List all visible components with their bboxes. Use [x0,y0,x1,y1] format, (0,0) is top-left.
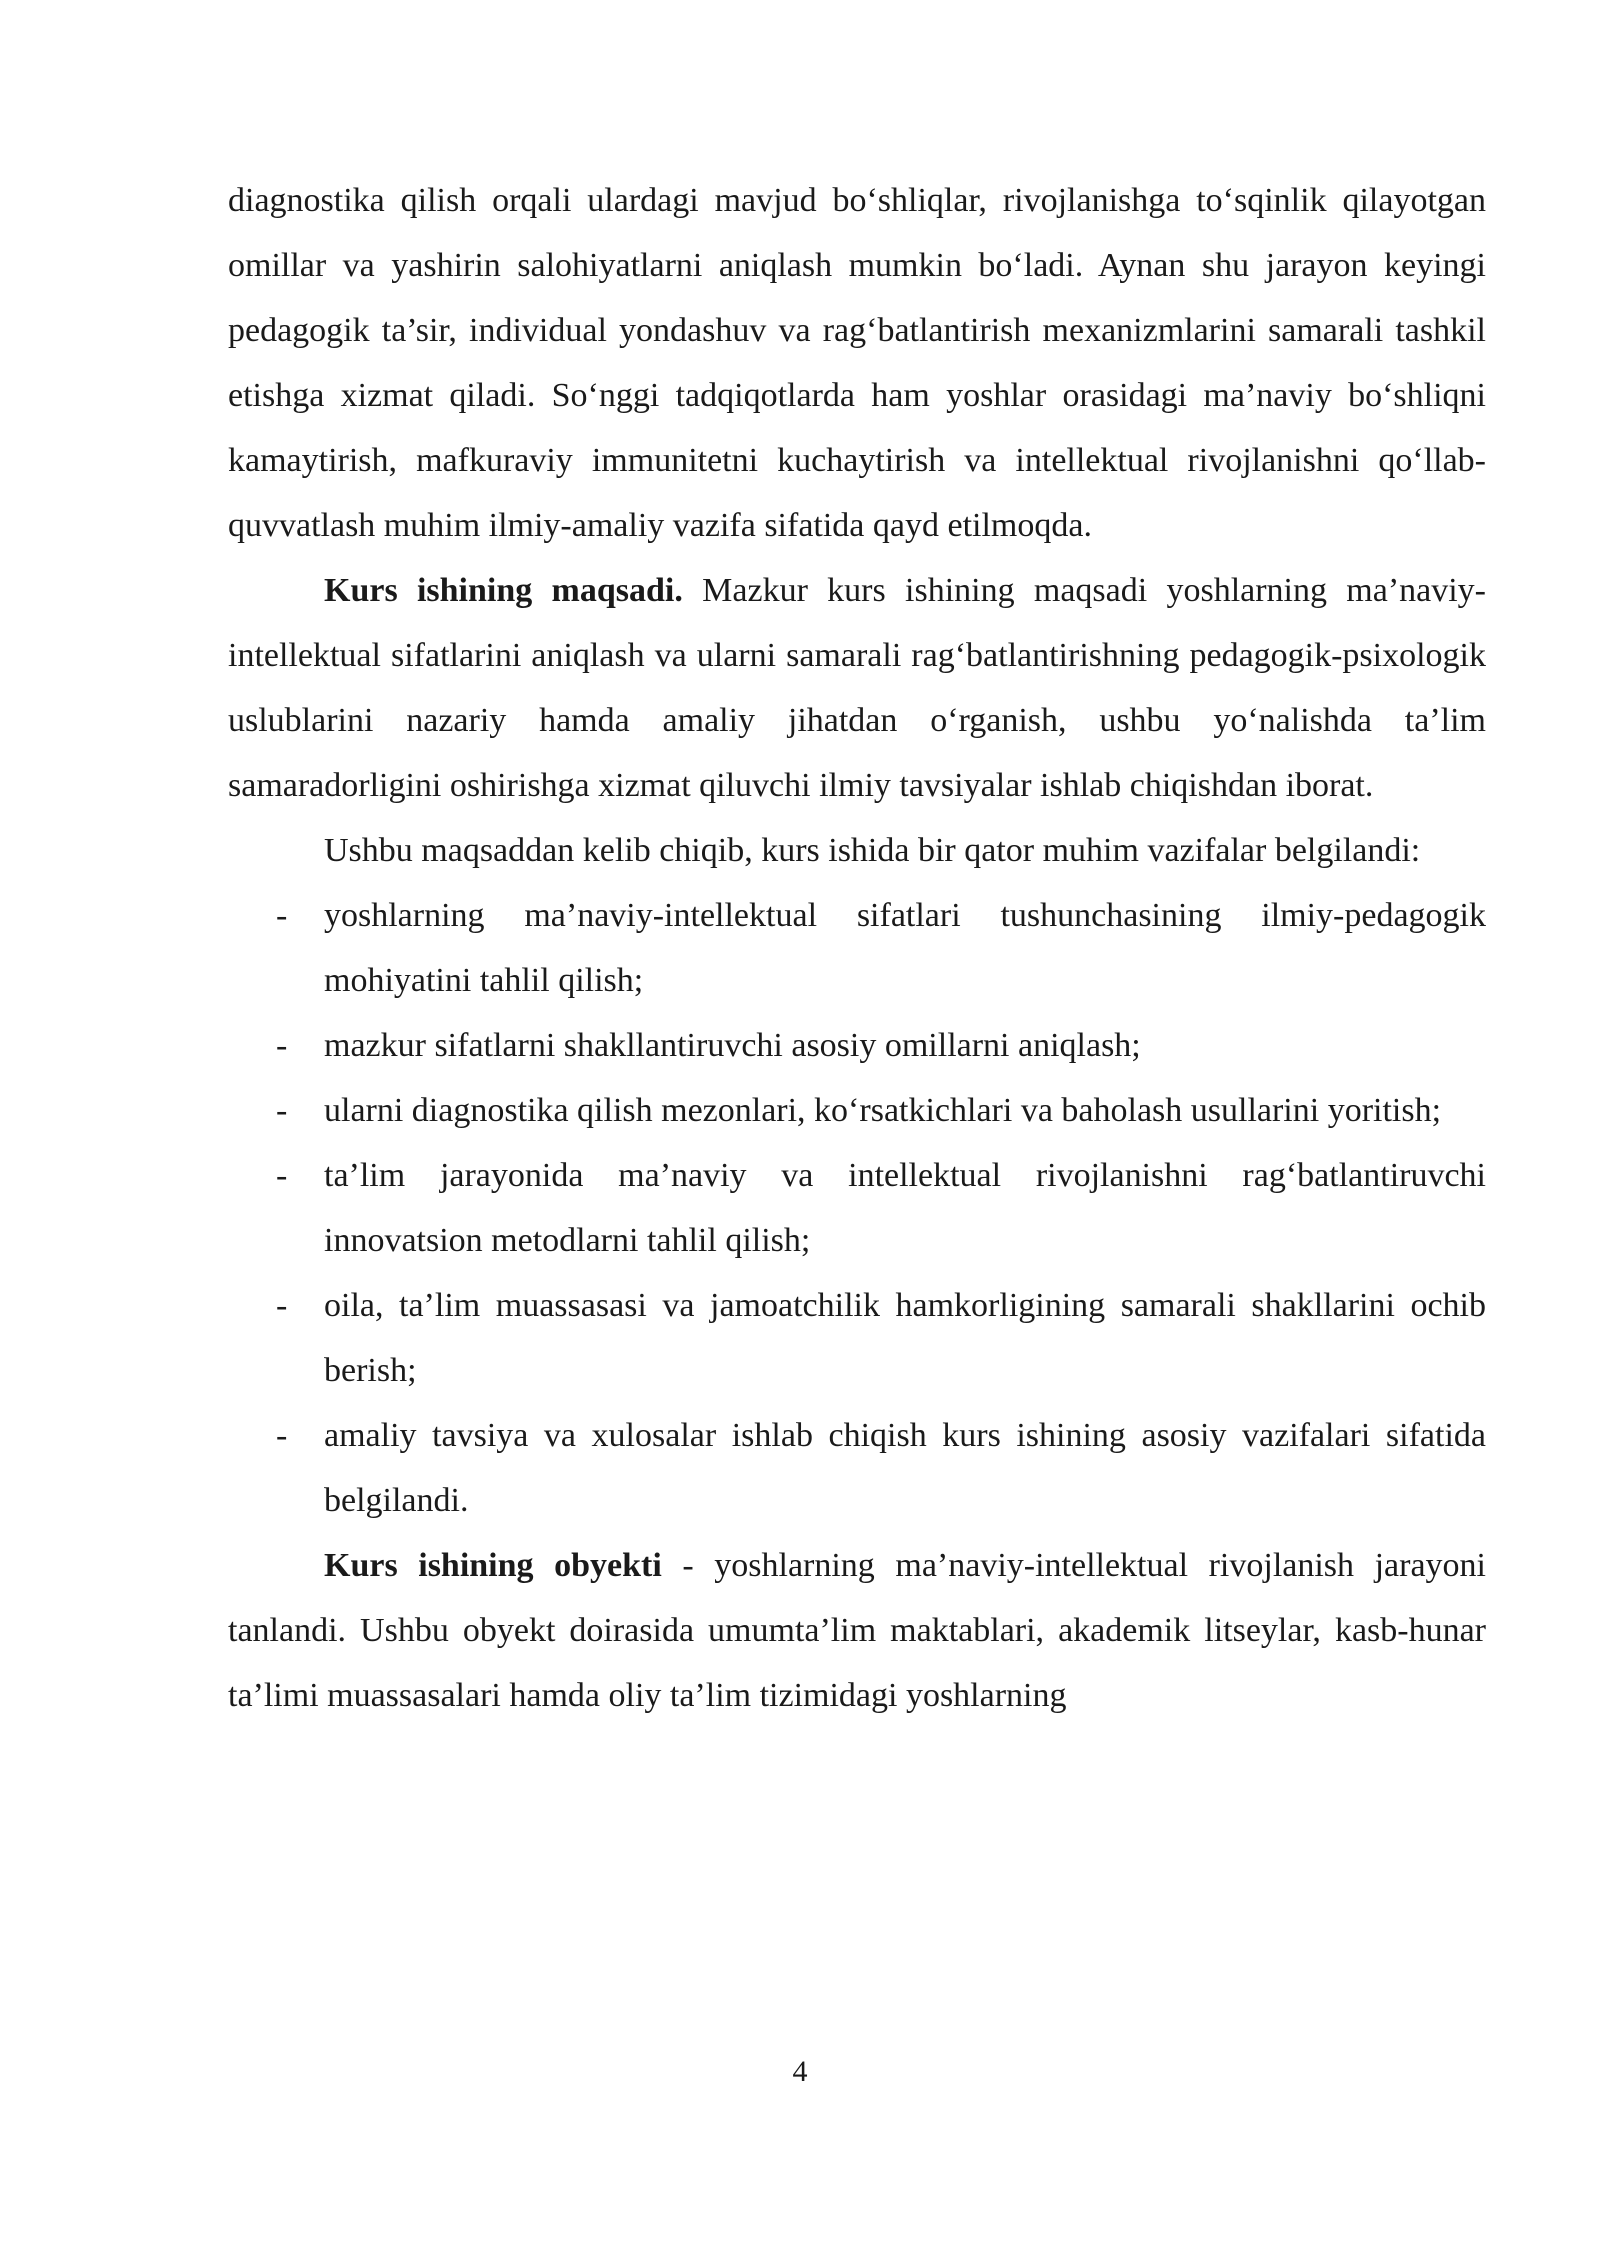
list-item-text: ularni diagnostika qilish mezonlari, ko‘rsatkichlari va baholash usullarini yoritish; [324,1092,1442,1129]
object-separator: - [661,1547,715,1584]
list-item [228,883,1486,1013]
goal-heading: Kurs ishining maqsadi. [324,572,683,609]
page-number: 4 [792,2055,808,2088]
object-paragraph [228,1533,1486,1728]
list-item [228,1143,1486,1273]
tasks-list [228,883,1486,1533]
list-item [228,1078,1486,1143]
intro-paragraph: diagnostika qilish orqali ulardagi mavjud bo‘shliqlar, rivojlanishga to‘sqinlik qilayotgan omillar va yashirin salohiyatlarni aniqlash mumkin bo‘ladi. Aynan shu jarayon keyingi pedagogik ta’sir, individual yondashuv va rag‘batlantirish mexanizmlarini samarali tashkil etishga xizmat qiladi. So‘nggi tadqiqotlarda ham yoshlar orasidagi ma’naviy bo‘shliqni kamaytirish, mafkuraviy immunitetni kuchaytirish va intellektual rivojlanishni qo‘llab-quvvatlash muhim ilmiy-amaliy vazifa sifatida qayd etilmoqda. [228,182,1486,544]
list-item [228,1403,1486,1533]
list-item-text: yoshlarning ma’naviy-intellektual sifatlari tushunchasining ilmiy-pedagogik mohiyatini tahlil qilish; [324,897,1486,999]
list-bullet: - [276,1287,288,1324]
list-bullet: - [276,1027,288,1064]
list-bullet: - [276,1092,288,1129]
list-item-text: oila, ta’lim muassasasi va jamoatchilik hamkorligining samarali shakllarini ochib berish; [324,1287,1486,1389]
document-body [228,168,1486,1728]
list-bullet: - [276,1157,288,1194]
list-item-text: mazkur sifatlarni shakllantiruvchi asosiy omillarni aniqlash; [324,1027,1141,1064]
list-bullet: - [276,897,288,934]
goal-text: Mazkur kurs ishining maqsadi yoshlarning ma’naviy-intellektual sifatlarini aniqlash va ularni samarali rag‘batlantirishning pedagogik-psixologik uslublarini nazariy hamda amaliy jihatdan o‘rganish, ushbu yo‘nalishda ta’lim samaradorligini oshirishga xizmat qiluvchi ilmiy tavsiyalar ishlab chiqishdan iborat. [228,572,1487,804]
goal-paragraph [228,558,1486,818]
list-bullet: - [276,1417,288,1454]
object-heading: Kurs ishining obyekti [324,1547,662,1584]
list-item-text: ta’lim jarayonida ma’naviy va intellektual rivojlanishni rag‘batlantiruvchi innovatsion metodlarni tahlil qilish; [324,1157,1486,1259]
list-item-text: amaliy tavsiya va xulosalar ishlab chiqish kurs ishining asosiy vazifalari sifatida belgilandi. [324,1417,1486,1519]
list-item [228,1273,1486,1403]
tasks-intro-paragraph: Ushbu maqsaddan kelib chiqib, kurs ishida bir qator muhim vazifalar belgilandi: [324,832,1421,869]
list-item [228,1013,1486,1078]
object-text: yoshlarning ma’naviy-intellektual rivojlanish jarayoni tanlandi. Ushbu obyekt doirasida umumta’lim maktablari, akademik litseylar, kasb-hunar ta’limi muassasalari hamda oliy ta’lim tizimidagi yoshlarning [228,1547,1486,1714]
